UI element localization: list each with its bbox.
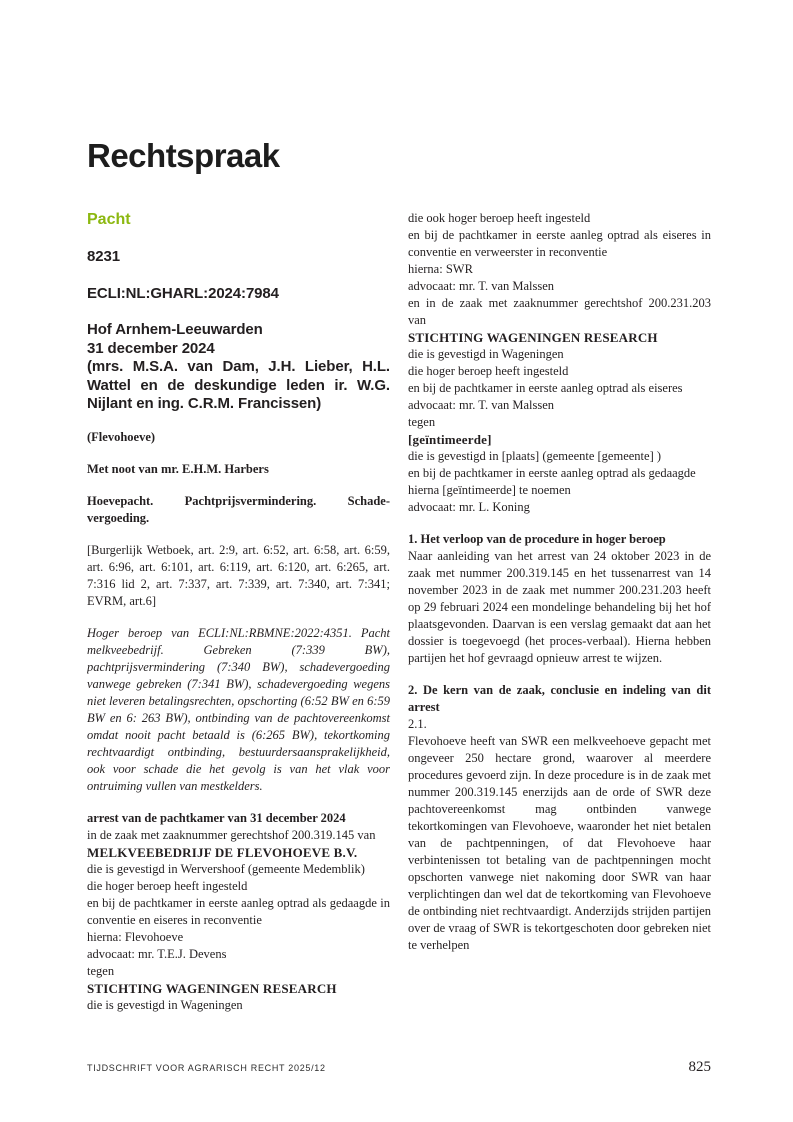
party-line: en bij de pachtkamer in eerste aanleg optrad als eiseres in conventie en verweerster in reconventie bbox=[408, 228, 711, 259]
court-name: Hof Arnhem-Leeuwarden bbox=[87, 321, 263, 338]
court-block bbox=[87, 321, 390, 414]
party-name-geintimeerde: [geïntimeerde] bbox=[408, 432, 492, 447]
party-block-continued bbox=[408, 210, 711, 516]
party-line: die ook hoger beroep heeft ingesteld bbox=[408, 211, 591, 225]
section-2-heading: 2. De kern van de zaak, conclusie en indeling van dit arrest bbox=[408, 683, 711, 714]
party-line: hierna [geïntimeerde] te noemen bbox=[408, 483, 571, 497]
party-line: en bij de pachtkamer in eerste aanleg optrad als gedaagde bbox=[408, 466, 696, 480]
party-line: hierna: Flevohoeve bbox=[87, 929, 184, 944]
party-line: die hoger beroep heeft ingesteld bbox=[87, 878, 248, 893]
page-content bbox=[87, 0, 711, 1038]
versus-label: tegen bbox=[408, 415, 436, 429]
party-line: die hoger beroep heeft ingesteld bbox=[408, 364, 569, 378]
page-number: 825 bbox=[688, 1059, 711, 1075]
section-1-heading: 1. Het verloop van de procedure in hoger beroep bbox=[408, 532, 666, 546]
keywords: Hoevepacht. Pachtprijsvermindering. Schadevergoeding. bbox=[87, 493, 390, 525]
page-footer bbox=[87, 1059, 711, 1076]
judgment-date: 31 december 2024 bbox=[87, 339, 215, 357]
party-line: die is gevestigd in Wageningen bbox=[408, 347, 564, 361]
journal-name: TIJDSCHRIFT VOOR AGRARISCH RECHT 2025/12 bbox=[87, 1063, 326, 1073]
case-number: 8231 bbox=[87, 248, 120, 265]
party-line: en bij de pachtkamer in eerste aanleg optrad als eiseres bbox=[408, 381, 683, 395]
party-line: die is gevestigd in Wageningen bbox=[87, 997, 243, 1012]
section-1 bbox=[408, 531, 711, 667]
party-name-appellant: MELKVEEBEDRIJF DE FLEVOHOEVE B.V. bbox=[87, 844, 358, 860]
judgment-heading: arrest van de pachtkamer van 31 december 2024 bbox=[87, 810, 346, 825]
party-name-respondent: STICHTING WAGENINGEN RESEARCH bbox=[87, 980, 337, 996]
party-line: advocaat: mr. T. van Malssen bbox=[408, 398, 555, 412]
versus-label: tegen bbox=[87, 963, 115, 978]
left-column bbox=[87, 210, 390, 1038]
party-line: die is gevestigd in Wervershoof (gemeente Medemblik) bbox=[87, 861, 365, 876]
right-column bbox=[408, 210, 711, 1038]
party-name-swr: STICHTING WAGENINGEN RESEARCH bbox=[408, 330, 658, 345]
statutes-reference: [Burgerlijk Wetboek, art. 2:9, art. 6:52, art. 6:58, art. 6:59, art. 6:96, art. 6:101, art. 6:119, art. 6:120, art. 6:265, art. 7:316 lid 2, art. 7:337, art. 7:339, art. 7:340, art. 7:341; EVRM, art.6] bbox=[87, 542, 390, 608]
case-name: (Flevohoeve) bbox=[87, 429, 156, 444]
party-line: advocaat: mr. T. van Malssen bbox=[408, 279, 555, 293]
section-1-text: Naar aanleiding van het arrest van 24 oktober 2023 in de zaak met nummer 200.319.145 en het tussenarrest van 14 november 2023 in de zaak met nummer 200.231.203 heeft op 29 februari 2024 een mondelinge behandeling bij het hof plaatsgevonden. Daarvan is een verslag gemaakt dat aan het dossier is toegevoegd (het proces-verbaal). Hierna hebben partijen het hof gevraagd opnieuw arrest te wijzen. bbox=[408, 549, 711, 665]
judgment-block bbox=[87, 810, 390, 1014]
party-line: advocaat: mr. T.E.J. Devens bbox=[87, 946, 227, 961]
section-label: Pacht bbox=[87, 211, 131, 228]
judges-list: (mrs. M.S.A. van Dam, J.H. Lieber, H.L. Wattel en de deskundige leden ir. W.G. Nijlant en ing. C.R.M. Francissen) bbox=[87, 358, 390, 412]
page-title: Rechtspraak bbox=[87, 137, 280, 174]
party-line: hierna: SWR bbox=[408, 262, 473, 276]
party-line: en in de zaak met zaaknummer gerechtshof 200.231.203 van bbox=[408, 296, 711, 327]
party-line: en bij de pachtkamer in eerste aanleg optrad als gedaagde in conventie en eiseres in reconventie bbox=[87, 895, 390, 927]
case-intro: in de zaak met zaaknummer gerechtshof 200.319.145 van bbox=[87, 827, 376, 842]
party-line: advocaat: mr. L. Koning bbox=[408, 500, 530, 514]
section-2-text: Flevohoeve heeft van SWR een melkveehoeve gepacht met ongeveer 250 hectare grond, waarover al meerdere procedures gevoerd zijn. In deze procedure is in de zaak met nummer 200.319.145 enerzijds aan de orde of SWR deze pachtovereenkomst mag ontbinden vanwege tekortkomingen van Flevohoeve, waaronder het niet betalen van de pachtpenningen, of dat Flevohoeve haar verbintenissen tot betaling van de pachtpenningen mocht opschorten vanwege niet nakoming door SWR van haar verplichtingen dan wel dat de tekortkoming van Flevohoeve de ontbinding niet rechtvaardigt. Anderzijds strijden partijen over de vraag of SWR is tekortgeschoten door gebreken niet te verhelpen bbox=[408, 734, 711, 952]
ecli-number: ECLI:NL:GHARL:2024:7984 bbox=[87, 285, 279, 302]
case-summary: Hoger beroep van ECLI:NL:RBMNE:2022:4351. Pacht melkveebedrijf. Gebreken (7:339 BW), pachtprijsvermindering (7:340 BW), schadevergoeding vanwege gebreken (7:341 BW), schadevergoeding wegens niet leveren betalingsrechten, opschorting (6:52 BW en 6:59 BW en 6: 263 BW), ontbinding van de pachtovereenkomst omdat nooit pacht betaald is (6:265 BW), tekortkoming rechtvaardigt ontbinding, bestuurdersaansprakelijkheid, ook voor schade die het gevolg is van het vlak voor ontruiming vullen van mestkelders. bbox=[87, 625, 390, 793]
party-line: die is gevestigd in [plaats] (gemeente [gemeente] ) bbox=[408, 449, 662, 463]
section-2-subnumber: 2.1. bbox=[408, 717, 427, 731]
section-2 bbox=[408, 682, 711, 954]
annotation-note: Met noot van mr. E.H.M. Harbers bbox=[87, 461, 269, 476]
two-column-layout bbox=[87, 210, 711, 1038]
